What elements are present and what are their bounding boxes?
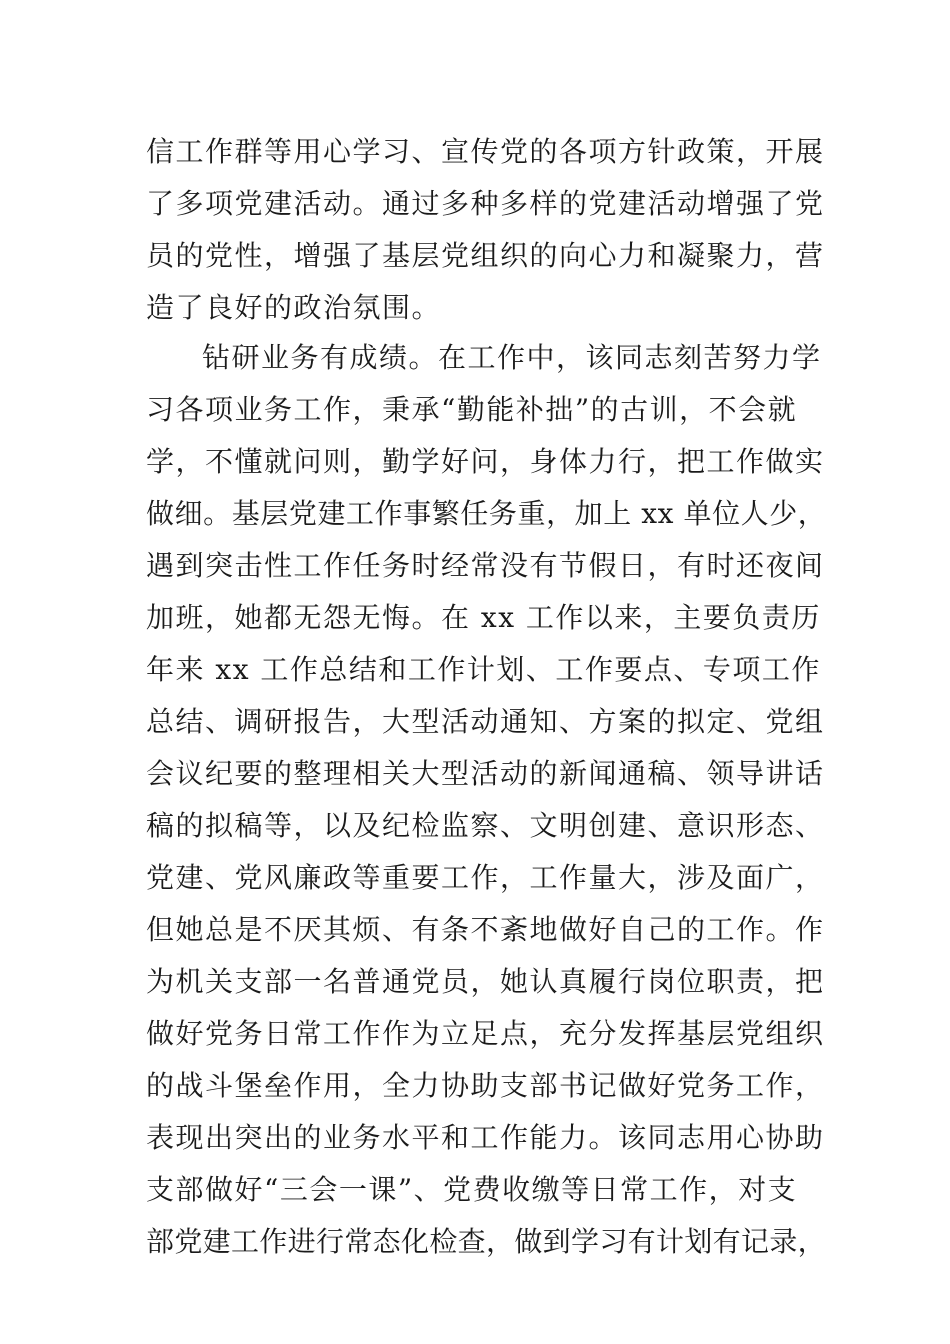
text-line: 遇到突击性工作任务时经常没有节假日，有时还夜间: [146, 549, 825, 582]
text-line: 年来 xx 工作总结和工作计划、工作要点、专项工作: [146, 653, 821, 686]
text-line: 但她总是不厌其烦、有条不紊地做好自己的工作。作: [146, 913, 825, 946]
text-line: 党建、党风廉政等重要工作，工作量大，涉及面广，: [146, 861, 825, 894]
text-line: 员的党性，增强了基层党组织的向心力和凝聚力，营: [146, 239, 825, 272]
text-line: 会议纪要的整理相关大型活动的新闻通稿、领导讲话: [146, 757, 825, 790]
text-line: 的战斗堡垒作用，全力协助支部书记做好党务工作，: [146, 1069, 825, 1102]
text-line: 加班，她都无怨无悔。在 xx 工作以来，主要负责历: [146, 601, 821, 634]
text-line: 部党建工作进行常态化检查，做到学习有计划有记录，: [146, 1225, 827, 1258]
text-line: 了多项党建活动。通过多种多样的党建活动增强了党: [146, 187, 825, 220]
text-line: 做细。基层党建工作事繁任务重，加上 xx 单位人少，: [146, 497, 827, 530]
text-line: 做好党务日常工作作为立足点，充分发挥基层党组织: [146, 1017, 825, 1050]
paragraph-first-line: 钻研业务有成绩。在工作中，该同志刻苦努力学: [202, 341, 822, 374]
text-line: 支部做好“三会一课”、党费收缴等日常工作，对支: [146, 1173, 798, 1206]
text-line: 稿的拟稿等，以及纪检监察、文明创建、意识形态、: [146, 809, 825, 842]
text-line: 学，不懂就问则，勤学好问，身体力行，把工作做实: [146, 445, 825, 478]
text-line: 习各项业务工作，秉承“勤能补拙”的古训，不会就: [146, 393, 798, 426]
text-line: 表现出突出的业务水平和工作能力。该同志用心协助: [146, 1121, 825, 1154]
text-line: 造了良好的政治氛围。: [146, 291, 442, 324]
text-line: 为机关支部一名普通党员，她认真履行岗位职责，把: [146, 965, 825, 998]
text-line: 信工作群等用心学习、宣传党的各项方针政策，开展: [146, 135, 825, 168]
text-line: 总结、调研报告，大型活动通知、方案的拟定、党组: [146, 705, 825, 738]
